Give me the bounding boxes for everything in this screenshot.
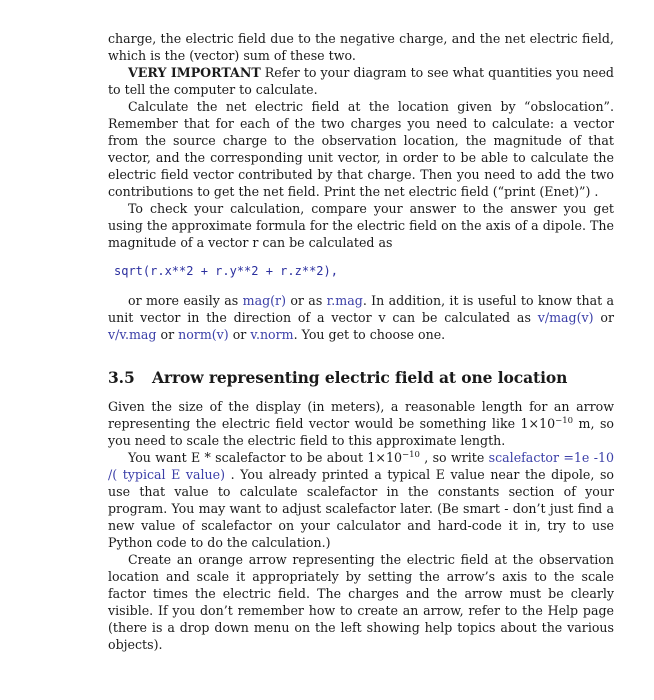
- code-link-norm-v[interactable]: norm(v): [178, 327, 229, 342]
- paragraph-display-size: [108, 398, 614, 449]
- text-run: or: [156, 327, 179, 342]
- code-link-v-over-mag-v[interactable]: v/mag(v): [537, 310, 594, 325]
- very-important-label: VERY IMPORTANT: [128, 65, 261, 80]
- text-run: m, so you need to scale the electric field to this approximate length.: [108, 416, 615, 448]
- paragraph-text: To check your calculation, compare your answer to the answer you get using the approximate formula for the electric field on the axis of a dipole. The magnitude of a vector r can be calculated as: [108, 201, 614, 250]
- code-link-mag-r[interactable]: mag(r): [242, 293, 286, 308]
- text-run: or as: [285, 293, 327, 308]
- paragraph-text: Create an orange arrow representing the electric field at the observation location and scale it appropriately by setting the arrow’s axis to the scale factor times the electric field. The charges and the arrow must be clearly visible. If you don’t remember how to create an arrow, refer to the Help page (there is a drop down menu on the left showing help topics about the various objects).: [108, 552, 614, 652]
- paragraph-text: Calculate the net electric field at the location given by “obslocation”. Remember that for each of the two charges you need to calculate: a vector from the source charge to the observation location, the magnitude of that vector, and the corresponding unit vector, in order to be able to calculate the electric field vector contributed by that charge. Then you need to add the two contributions to get the net field. Print the net electric field (“print (Enet)”) .: [108, 99, 614, 199]
- paragraph-orange-arrow: [108, 551, 614, 653]
- text-run: or more easily as: [128, 293, 243, 308]
- text-run: . In addition, it is useful to know that a unit vector in the direction of a vector v can be calculated as: [108, 293, 615, 325]
- text-run: or: [228, 327, 251, 342]
- text-run: , so write: [419, 450, 489, 465]
- code-link-v-norm[interactable]: v.norm: [250, 327, 294, 342]
- section-number: 3.5: [108, 368, 135, 387]
- code-sqrt-magnitude: sqrt(r.x**2 + r.y**2 + r.z**2),: [114, 264, 338, 278]
- paragraph-check-calculation: [108, 200, 614, 251]
- exponent: −10: [401, 449, 420, 460]
- text-run: . You already printed a typical E value near the dipole, so use that value to calculate scalefactor in the constants section of your program. You may want to adjust scalefactor later. (Be smart - don’t just find a new value of scalefactor on your calculator and hard-code it in, try to use Python code to do the calculation.): [108, 467, 615, 550]
- paragraph-unit-vector: [108, 292, 614, 343]
- section-heading: [108, 369, 614, 386]
- text-run: Given the size of the display (in meters), a reasonable length for an arrow representing the electric field vector would be something like 1×10: [108, 399, 614, 431]
- exponent: −10: [555, 415, 574, 426]
- document-page: [108, 30, 614, 653]
- text-run: or: [593, 310, 614, 325]
- section-title: Arrow representing electric field at one location: [152, 368, 568, 387]
- code-link-scalefactor[interactable]: scalefactor =1e -10 /( typical E value): [108, 450, 614, 482]
- paragraph-net-field: [108, 98, 614, 200]
- text-run: . You get to choose one.: [293, 327, 446, 342]
- code-link-v-over-v-mag[interactable]: v/v.mag: [108, 327, 157, 342]
- paragraph-field-sum: [108, 30, 614, 64]
- paragraph-text: charge, the electric field due to the negative charge, and the net electric field, which is the (vector) sum of these two.: [108, 31, 614, 63]
- text-run: You want E * scalefactor to be about 1×10: [128, 450, 402, 465]
- paragraph-very-important: [108, 64, 614, 98]
- paragraph-text: Refer to your diagram to see what quantities you need to tell the computer to calculate.: [108, 65, 614, 97]
- code-link-r-mag[interactable]: r.mag: [326, 293, 363, 308]
- paragraph-scalefactor: [108, 449, 614, 551]
